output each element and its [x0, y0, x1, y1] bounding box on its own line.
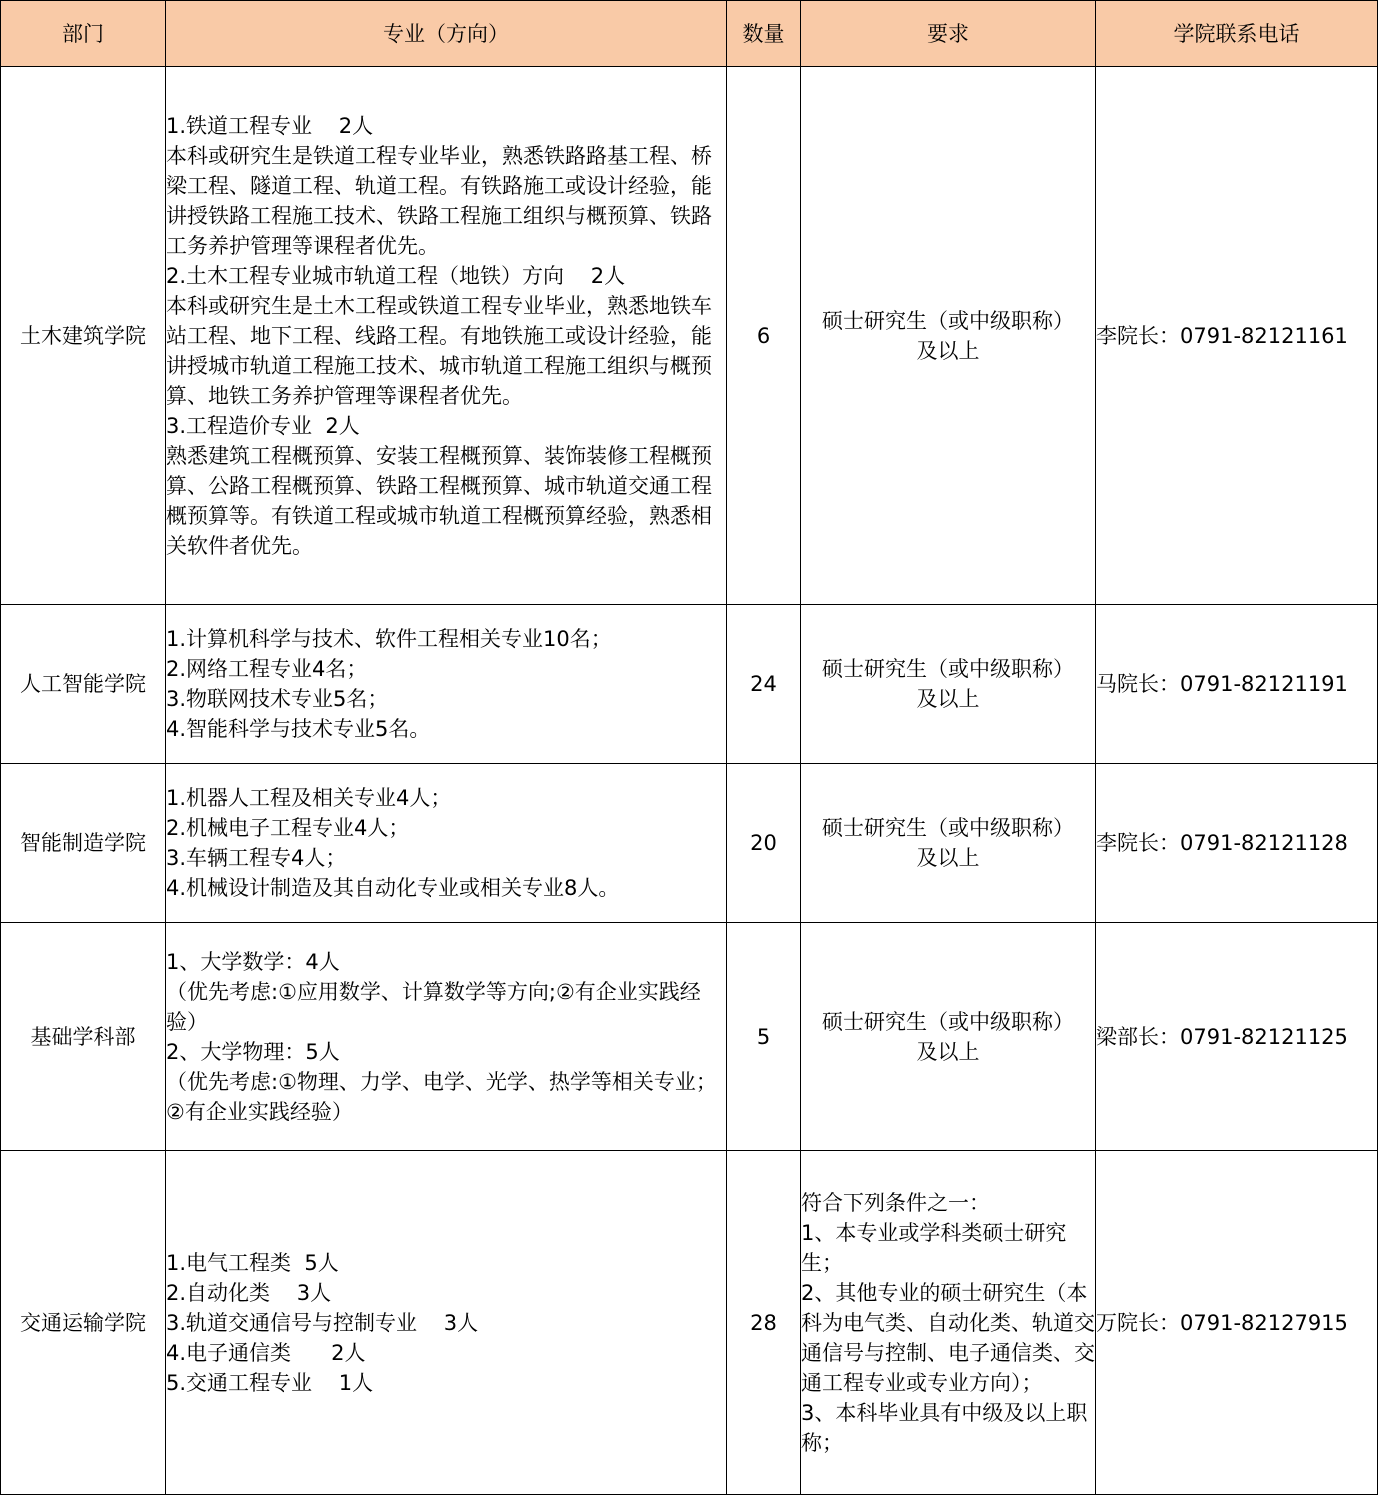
dept-cell: 基础学科部 — [1, 923, 166, 1151]
requirement-line: 及以上 — [916, 338, 980, 363]
major-line: 2.自动化类 3人 — [166, 1280, 332, 1305]
major-line: 1.计算机科学与技术、软件工程相关专业10名； — [166, 627, 612, 651]
requirement-cell — [801, 764, 1096, 923]
count-cell: 24 — [727, 605, 801, 764]
header-phone: 学院联系电话 — [1096, 1, 1378, 67]
table-row — [1, 67, 1378, 605]
count-cell: 5 — [727, 923, 801, 1151]
table-row — [1, 1151, 1378, 1495]
dept-cell: 人工智能学院 — [1, 605, 166, 764]
major-line: 熟悉建筑工程概预算、安装工程概预算、装饰装修工程概预算、公路工程概预算、铁路工程概预算、城市轨道交通工程概预算等。有铁道工程或城市轨道工程概预算经验，熟悉相关软件者优先。 — [166, 443, 712, 558]
major-line: 2.土木工程专业城市轨道工程（地铁）方向 2人 — [166, 263, 626, 288]
major-line: 3.工程造价专业 2人 — [166, 413, 360, 438]
requirement-line: 硕士研究生（或中级职称） — [822, 308, 1074, 333]
count-cell: 6 — [727, 67, 801, 605]
requirement-cell — [801, 67, 1096, 605]
major-line: （优先考虑:①物理、力学、电学、光学、热学等相关专业；②有企业实践经验） — [166, 1069, 717, 1124]
dept-cell: 土木建筑学院 — [1, 67, 166, 605]
count-cell: 20 — [727, 764, 801, 923]
major-cell — [166, 764, 727, 923]
requirement-line: 1、本专业或学科类硕士研究生； — [801, 1220, 1067, 1275]
requirement-line: 符合下列条件之一： — [801, 1190, 990, 1215]
major-line: 3.车辆工程专4人； — [166, 846, 347, 870]
dept-cell: 智能制造学院 — [1, 764, 166, 923]
major-line: 4.智能科学与技术专业5名。 — [166, 717, 431, 741]
count-cell: 28 — [727, 1151, 801, 1495]
phone-cell: 万院长：0791-82127915 — [1096, 1151, 1378, 1495]
requirement-line: 3、本科毕业具有中级及以上职称； — [801, 1400, 1088, 1455]
requirement-line: 及以上 — [916, 1039, 980, 1064]
major-line: 2、大学物理：5人 — [166, 1039, 340, 1064]
major-line: 1、大学数学：4人 — [166, 949, 340, 974]
requirement-line: 及以上 — [916, 687, 980, 711]
requirement-line: 硕士研究生（或中级职称） — [822, 1009, 1074, 1034]
major-line: 4.机械设计制造及其自动化专业或相关专业8人。 — [166, 876, 620, 900]
table-row — [1, 605, 1378, 764]
major-line: 本科或研究生是土木工程或铁道工程专业毕业，熟悉地铁车站工程、地下工程、线路工程。有地铁施工或设计经验，能讲授城市轨道工程施工技术、城市轨道工程施工组织与概预算、地铁工务养护管理等课程者优先。 — [166, 293, 712, 408]
major-line: 3.物联网技术专业5名； — [166, 687, 389, 711]
major-cell — [166, 923, 727, 1151]
table-row — [1, 764, 1378, 923]
phone-cell: 梁部长：0791-82121125 — [1096, 923, 1378, 1151]
major-line: 1.电气工程类 5人 — [166, 1250, 339, 1275]
major-line: 3.轨道交通信号与控制专业 3人 — [166, 1310, 479, 1335]
table-row — [1, 923, 1378, 1151]
requirement-line: 2、其他专业的硕士研究生（本科为电气类、自动化类、轨道交通信号与控制、电子通信类、交通工程专业或专业方向）； — [801, 1280, 1095, 1395]
major-line: 本科或研究生是铁道工程专业毕业，熟悉铁路路基工程、桥梁工程、隧道工程、轨道工程。有铁路施工或设计经验，能讲授铁路工程施工技术、铁路工程施工组织与概预算、铁路工务养护管理等课程者优先。 — [166, 143, 712, 258]
requirement-cell — [801, 1151, 1096, 1495]
major-line: 4.电子通信类 2人 — [166, 1340, 366, 1365]
phone-cell: 李院长：0791-82121128 — [1096, 764, 1378, 923]
header-major: 专业（方向） — [166, 1, 727, 67]
major-line: 1.铁道工程专业 2人 — [166, 113, 374, 138]
table-header-row — [1, 1, 1378, 67]
major-line: 2.机械电子工程专业4人； — [166, 816, 410, 840]
requirement-cell — [801, 605, 1096, 764]
requirement-line: 及以上 — [916, 846, 980, 870]
requirement-cell — [801, 923, 1096, 1151]
header-requirement: 要求 — [801, 1, 1096, 67]
major-cell — [166, 67, 727, 605]
phone-cell: 李院长：0791-82121161 — [1096, 67, 1378, 605]
header-count: 数量 — [727, 1, 801, 67]
major-line: 5.交通工程专业 1人 — [166, 1370, 374, 1395]
phone-cell: 马院长：0791-82121191 — [1096, 605, 1378, 764]
dept-cell: 交通运输学院 — [1, 1151, 166, 1495]
major-cell — [166, 605, 727, 764]
major-line: （优先考虑:①应用数学、计算数学等方向;②有企业实践经验） — [166, 979, 701, 1034]
header-dept: 部门 — [1, 1, 166, 67]
requirement-line: 硕士研究生（或中级职称） — [822, 657, 1074, 681]
requirement-line: 硕士研究生（或中级职称） — [822, 816, 1074, 840]
major-line: 2.网络工程专业4名； — [166, 657, 368, 681]
major-line: 1.机器人工程及相关专业4人； — [166, 786, 452, 810]
major-cell — [166, 1151, 727, 1495]
